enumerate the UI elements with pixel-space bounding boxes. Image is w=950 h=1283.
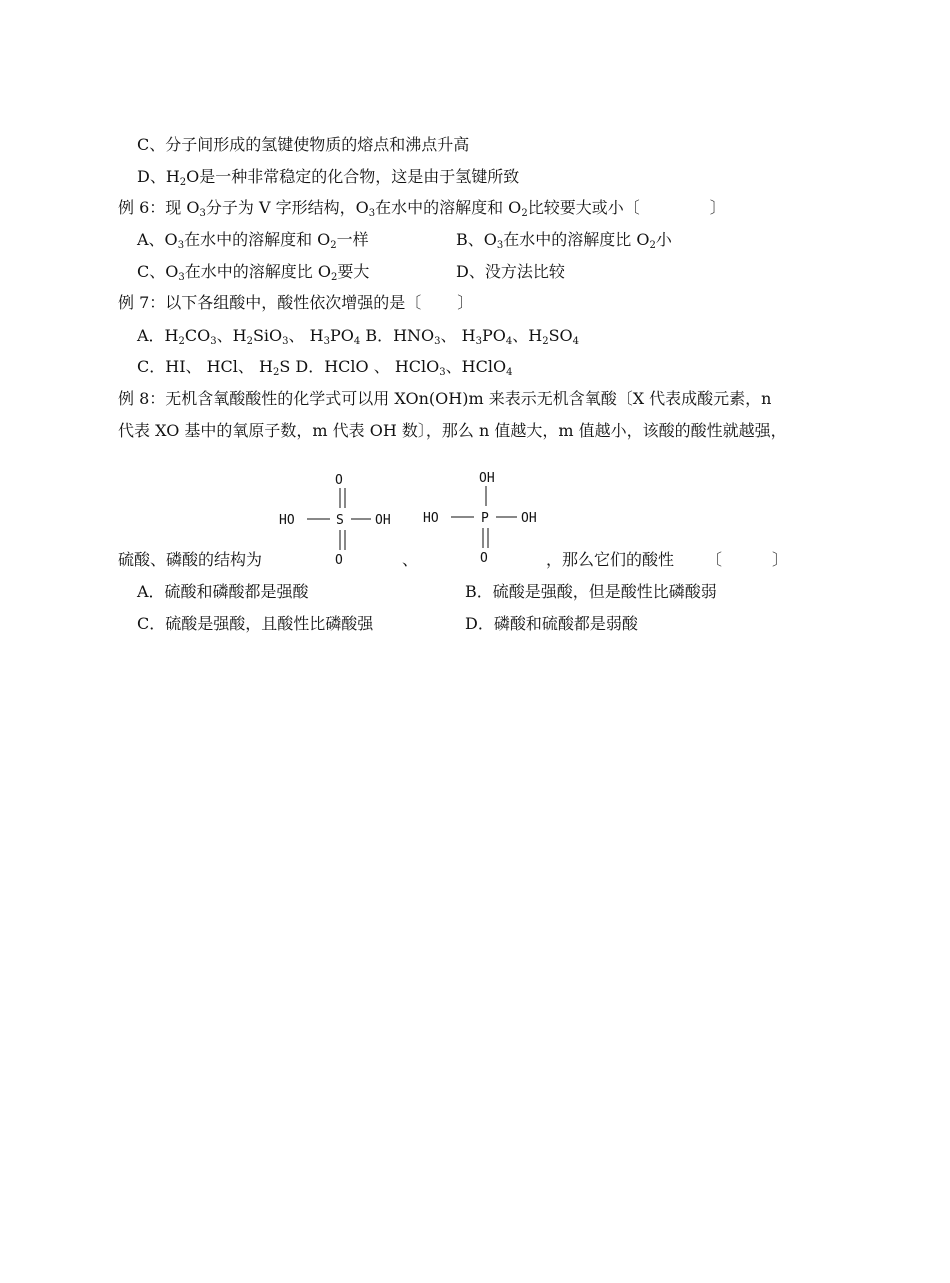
- text-segment: A、O: [137, 230, 178, 249]
- text-segment: S D．HClO 、 HClO: [279, 357, 440, 376]
- text-segment: C、O: [137, 262, 179, 281]
- q8-stem-line1: 例 8：无机含氧酸酸性的化学式可以用 XOn(OH)m 来表示无机含氧酸〔X 代表成酸元素，n: [118, 389, 772, 408]
- subscript: 3: [282, 336, 289, 347]
- structure-atom-right: OH: [375, 513, 391, 528]
- q6-option-c: [137, 262, 369, 282]
- structure-atom-top: OH: [479, 471, 495, 486]
- text-segment: 〕: [457, 293, 474, 312]
- q8-stem-line3-suffix: ，那么它们的酸性: [546, 550, 675, 569]
- q8-option-d: D．磷酸和硫酸都是弱酸: [465, 614, 638, 633]
- text-segment: 分子为 V 字形结构，O: [205, 198, 369, 217]
- q8-option-c: C．硫酸是强酸，且酸性比磷酸强: [137, 614, 374, 633]
- subscript: 4: [505, 336, 513, 347]
- q8-stem-line2: 代表 XO 基中的氧原子数，m 代表 OH 数〕，那么 n 值越大，m 值越小，该酸的酸性就越强，: [118, 421, 787, 440]
- subscript: 3: [323, 336, 330, 347]
- subscript: 3: [496, 240, 504, 251]
- text-segment: 在水中的溶解度和 O: [184, 230, 331, 249]
- text-segment: 要大: [337, 262, 370, 281]
- q7-options-ab: [137, 326, 579, 346]
- q5-option-d: [137, 167, 519, 187]
- q6-option-b: [456, 230, 672, 250]
- q8-structure-separator: 、: [402, 550, 419, 569]
- subscript: 4: [353, 336, 361, 347]
- text-segment: 、H: [512, 326, 543, 345]
- text-segment: SO: [548, 326, 573, 345]
- subscript: 3: [210, 336, 217, 347]
- q7-options-cd: [137, 357, 512, 377]
- q8-answer-bracket-open: 〔: [706, 550, 723, 569]
- q6-option-d: D、没方法比较: [456, 262, 565, 281]
- q6-stem: [118, 198, 726, 218]
- structure-atom-bottom: O: [335, 553, 343, 568]
- structure-atom-left: HO: [423, 511, 439, 526]
- structure-atom-center: P: [481, 511, 489, 526]
- subscript: 2: [330, 272, 338, 283]
- text-segment: 例 6：现 O: [118, 198, 200, 217]
- subscript: 3: [434, 336, 441, 347]
- subscript: 2: [272, 367, 280, 378]
- text-segment: CO: [184, 326, 211, 345]
- text-segment: B、O: [456, 230, 497, 249]
- structure-atom-left: HO: [279, 513, 295, 528]
- text-segment: 、HClO: [445, 357, 507, 376]
- subscript: 2: [179, 177, 187, 188]
- q8-option-a: A．硫酸和磷酸都是强酸: [137, 582, 309, 601]
- text-segment: 在水中的溶解度比 O: [503, 230, 650, 249]
- sulfuric-acid-structure: [277, 468, 407, 576]
- structure-atom-top: O: [335, 473, 343, 488]
- text-segment: 一样: [336, 230, 369, 249]
- phosphoric-acid-structure: [421, 466, 551, 574]
- subscript: 3: [178, 272, 185, 283]
- text-segment: 、 H: [288, 326, 324, 345]
- structure-atom-center: S: [336, 513, 344, 528]
- text-segment: 小: [655, 230, 672, 249]
- subscript: 2: [330, 240, 337, 251]
- subscript: 2: [521, 208, 528, 219]
- subscript: 2: [178, 336, 185, 347]
- q8-answer-bracket-close: 〕: [772, 550, 789, 569]
- subscript: 4: [572, 336, 580, 347]
- text-segment: SiO: [252, 326, 283, 345]
- text-segment: 、H: [216, 326, 247, 345]
- text-segment: 例 7：以下各组酸中，酸性依次增强的是〔: [118, 293, 422, 312]
- q6-option-a: [137, 230, 369, 250]
- structure-atom-bottom: O: [480, 551, 488, 566]
- text-segment: 〕: [709, 198, 726, 217]
- q7-stem: [118, 293, 473, 313]
- subscript: 2: [246, 336, 253, 347]
- text-segment: D、H: [137, 167, 180, 186]
- text-segment: B．HNO: [360, 326, 435, 345]
- subscript: 3: [439, 367, 446, 378]
- subscript: 2: [649, 240, 656, 251]
- subscript: 2: [542, 336, 549, 347]
- text-segment: PO: [481, 326, 506, 345]
- subscript: 4: [506, 367, 513, 378]
- subscript: 3: [475, 336, 482, 347]
- text-segment: O是一种非常稳定的化合物，这是由于氢键所致: [186, 167, 520, 186]
- text-segment: A．H: [137, 326, 179, 345]
- text-segment: PO: [329, 326, 354, 345]
- text-segment: 在水中的溶解度比 O: [184, 262, 331, 281]
- subscript: 3: [368, 208, 376, 219]
- text-segment: 、 H: [440, 326, 476, 345]
- text-segment: 在水中的溶解度和 O: [375, 198, 522, 217]
- structure-atom-right: OH: [521, 511, 537, 526]
- text-segment: C．HI、 HCl、 H: [137, 357, 273, 376]
- subscript: 3: [199, 208, 206, 219]
- text-segment: 比较要大或小〔: [527, 198, 640, 217]
- subscript: 3: [177, 240, 185, 251]
- q8-option-b: B．硫酸是强酸，但是酸性比磷酸弱: [465, 582, 717, 601]
- q5-option-c: C、分子间形成的氢键使物质的熔点和沸点升高: [137, 135, 470, 154]
- q8-stem-line3-prefix: 硫酸、磷酸的结构为: [118, 550, 263, 569]
